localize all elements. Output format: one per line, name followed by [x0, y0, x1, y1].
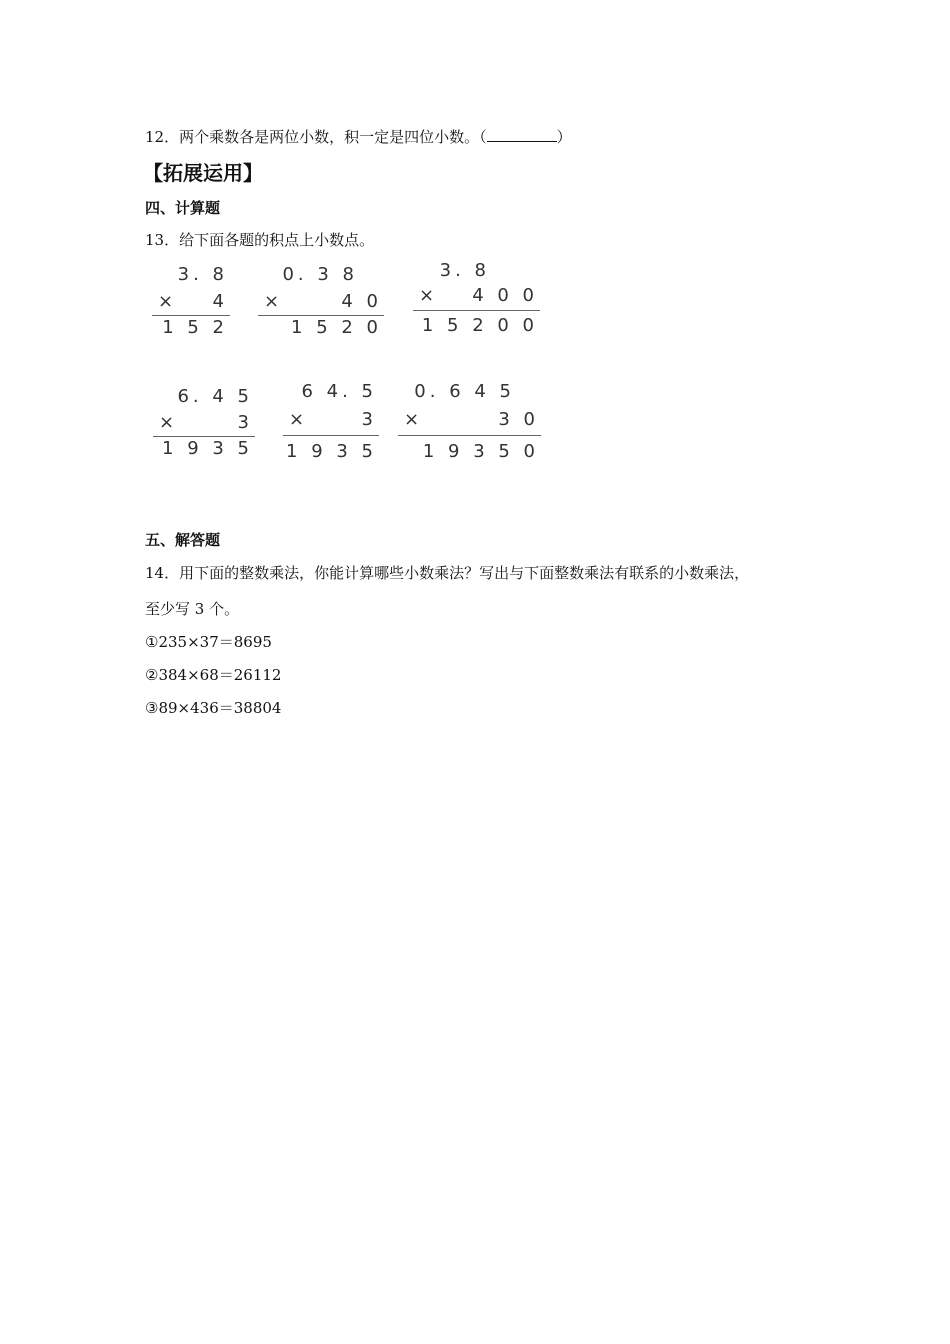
calc-4-bottom: 3 — [237, 412, 253, 433]
calc-6 — [398, 381, 541, 466]
calc-2 — [258, 264, 384, 344]
calc-4-top: 6. 4 5 — [177, 386, 253, 407]
calc-5-times: × — [289, 409, 305, 430]
calc-1-rule — [152, 315, 230, 316]
calc-1-top: 3. 8 — [177, 264, 228, 285]
calc-2-times: × — [264, 291, 280, 312]
calc-1-times: × — [158, 291, 174, 312]
calc-4 — [153, 386, 255, 466]
calc-3-bottom: 4 0 0 — [472, 285, 538, 306]
calc-3-times: × — [419, 285, 435, 306]
question-12-close: ） — [556, 128, 572, 146]
question-14-line-2: 至少写 3 个。 — [145, 600, 240, 618]
question-14-line-1: 14．用下面的整数乘法，你能计算哪些小数乘法？写出与下面整数乘法有联系的小数乘法， — [145, 564, 750, 582]
heading-calculation: 四、计算题 — [145, 199, 221, 217]
calc-5-rule — [283, 435, 379, 436]
calc-5-bottom: 3 — [361, 409, 377, 430]
calc-6-bottom: 3 0 — [498, 409, 539, 430]
calc-1 — [152, 264, 230, 344]
calc-1-result: 1 5 2 — [162, 317, 228, 338]
calc-4-result: 1 9 3 5 — [162, 438, 253, 459]
calc-3 — [413, 260, 540, 340]
calc-5-top: 6 4. 5 — [301, 381, 377, 402]
calc-2-bottom: 4 0 — [341, 291, 382, 312]
calc-6-result: 1 9 3 5 0 — [422, 441, 539, 462]
calc-6-top: 0. 6 4 5 — [414, 381, 515, 402]
calc-1-bottom: 4 — [212, 291, 228, 312]
calc-4-times: × — [159, 412, 175, 433]
calc-2-result: 1 5 2 0 — [291, 317, 382, 338]
question-14-item-1: ①235×37＝8695 — [145, 633, 272, 651]
question-13: 13．给下面各题的积点上小数点。 — [145, 231, 375, 249]
section-title-extend: 【拓展运用】 — [143, 161, 263, 185]
calc-6-times: × — [404, 409, 420, 430]
calc-5 — [283, 381, 379, 466]
question-12 — [145, 127, 572, 147]
question-14-item-2: ②384×68＝26112 — [145, 666, 282, 684]
calc-2-top: 0. 3 8 — [282, 264, 358, 285]
calc-5-result: 1 9 3 5 — [286, 441, 377, 462]
calc-3-result: 1 5 2 0 0 — [421, 315, 538, 336]
calc-6-rule — [398, 435, 541, 436]
heading-answer: 五、解答题 — [145, 531, 221, 549]
calc-3-rule — [413, 310, 540, 311]
calc-4-rule — [153, 436, 255, 437]
question-12-text: 12．两个乘数各是两位小数，积一定是四位小数。（ — [145, 128, 487, 146]
answer-blank[interactable] — [487, 127, 557, 142]
question-14-item-3: ③89×436＝38804 — [145, 699, 282, 717]
calc-3-top: 3. 8 — [439, 260, 490, 281]
calc-2-rule — [258, 315, 384, 316]
